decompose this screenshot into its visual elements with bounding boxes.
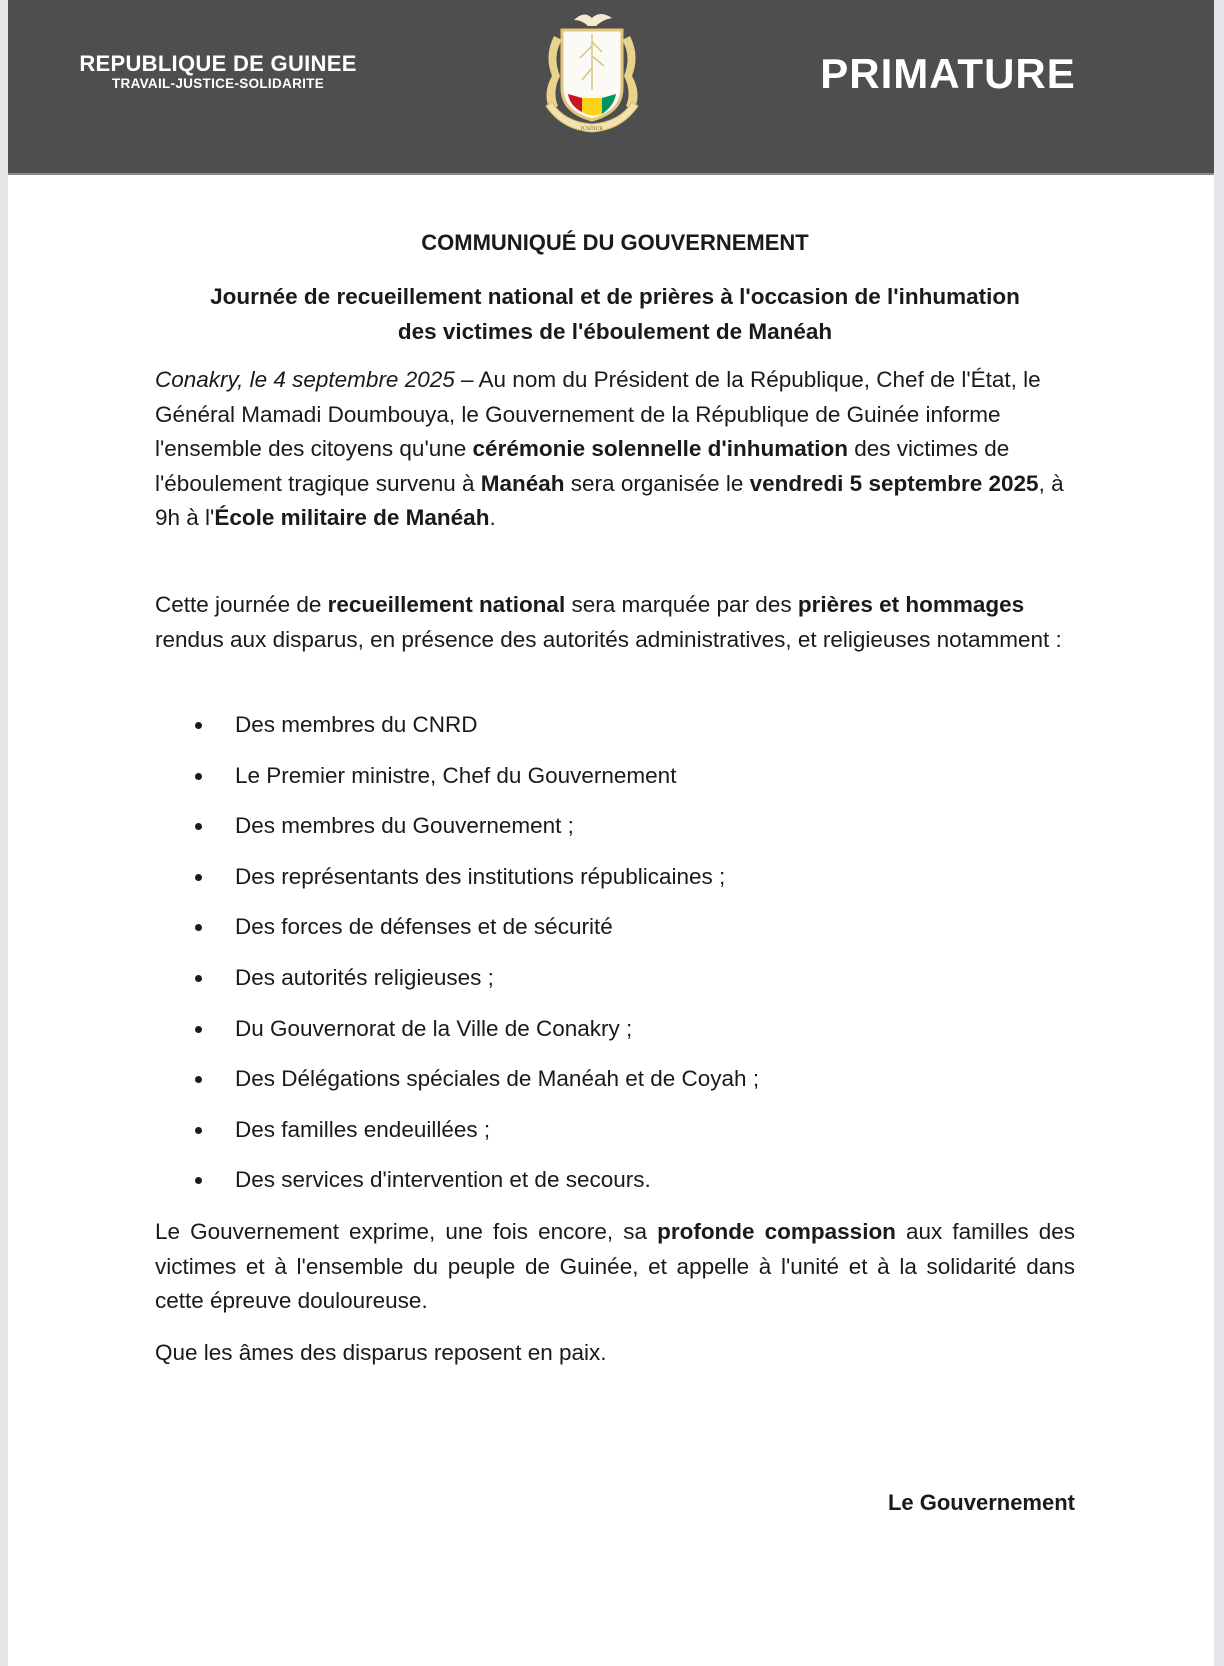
republic-block — [58, 52, 378, 92]
republic-title: REPUBLIQUE DE GUINEE — [79, 51, 357, 76]
emphasis: profonde compassion — [657, 1219, 896, 1244]
emphasis: Manéah — [480, 470, 565, 496]
bullet-icon — [195, 1177, 202, 1184]
place-date: Conakry, le 4 septembre 2025 — [155, 367, 455, 392]
list-item-text: Des membres du CNRD — [235, 712, 478, 737]
bullet-icon — [195, 1076, 202, 1083]
communique-title: COMMUNIQUÉ DU GOUVERNEMENT — [421, 230, 809, 255]
event-date: vendredi 5 septembre 2025 — [749, 470, 1039, 496]
list-item-text: Du Gouvernorat de la Ville de Conakry ; — [235, 1015, 633, 1041]
list-item — [155, 1012, 1075, 1063]
event-location: École militaire de Manéah — [214, 505, 490, 530]
bullet-icon — [195, 1026, 202, 1033]
bullet-icon — [195, 823, 202, 830]
list-item — [155, 1163, 1075, 1214]
list-item — [155, 1113, 1075, 1164]
paragraph-compassion — [155, 1215, 1075, 1319]
paragraph-announcement — [155, 363, 1075, 536]
primature-title: PRIMATURE — [820, 50, 1076, 97]
list-item — [155, 1062, 1075, 1113]
document-page — [8, 0, 1214, 1666]
subtitle-line-1: Journée de recueillement national et de prières à l'occasion de l'inhumation — [210, 284, 1020, 309]
text: rendus aux disparus, en présence des autorités administratives, et religieuses notamment : — [155, 626, 1062, 652]
svg-text:JUSTICE: JUSTICE — [580, 126, 604, 132]
bullet-icon — [195, 924, 202, 931]
emphasis: cérémonie solennelle d'inhumation — [472, 436, 848, 461]
text: Le Gouvernement exprime, une fois encore, sa — [155, 1219, 658, 1244]
coat-of-arms-icon — [532, 6, 652, 136]
list-item-text: Des familles endeuillées ; — [235, 1116, 491, 1142]
republic-motto: TRAVAIL-JUSTICE-SOLIDARITE — [111, 76, 325, 91]
list-item-text: Des services d'intervention et de secours. — [235, 1167, 651, 1193]
list-item — [155, 860, 1075, 911]
list-item-text: Des représentants des institutions républicaines ; — [235, 863, 726, 889]
bullet-icon — [195, 722, 202, 729]
list-item — [155, 961, 1075, 1012]
text: – Au nom du Président de la République, Chef de l'État, le Général Mamadi Doumbouya, le Gouvernement de la République de Guinée informe l'ensemble des citoyens qu'une — [155, 367, 1041, 461]
bullet-icon — [195, 773, 202, 780]
list-item-text: Des forces de défenses et de sécurité — [235, 914, 613, 940]
list-item-text: Des membres du Gouvernement ; — [235, 813, 574, 839]
attendees-list — [155, 708, 1075, 1214]
list-item-text: Des Délégations spéciales de Manéah et de Coyah ; — [235, 1066, 760, 1092]
bullet-icon — [195, 874, 202, 881]
text: sera marquée par des — [565, 592, 798, 617]
text: , à 9h à l' — [155, 470, 1064, 530]
emphasis: prières et hommages — [797, 592, 1025, 617]
text: Cette journée de — [155, 592, 328, 617]
text: des victimes de l'éboulement tragique survenu à — [155, 436, 1010, 496]
paragraph-day-description — [155, 588, 1075, 657]
list-item — [155, 809, 1075, 860]
bullet-icon — [195, 975, 202, 982]
subtitle-line-2: des victimes de l'éboulement de Manéah — [397, 319, 833, 344]
communique-subtitle — [155, 279, 1075, 349]
list-item — [155, 708, 1075, 759]
text: . — [489, 505, 496, 530]
paragraph-closing: Que les âmes des disparus reposent en paix. — [155, 1340, 607, 1365]
text: sera organisée le — [564, 470, 750, 496]
list-item-text: Des autorités religieuses ; — [235, 964, 494, 990]
list-item — [155, 910, 1075, 961]
list-item-text: Le Premier ministre, Chef du Gouvernement — [235, 762, 677, 788]
text: aux familles des victimes et à l'ensemble du peuple de Guinée, et appelle à l'unité et à la solidarité dans cette épreuve douloureuse. — [155, 1219, 1076, 1313]
letterhead — [8, 0, 1214, 175]
signature: Le Gouvernement — [887, 1490, 1075, 1515]
list-item — [155, 759, 1075, 810]
bullet-icon — [195, 1127, 202, 1134]
emphasis: recueillement national — [327, 592, 566, 617]
